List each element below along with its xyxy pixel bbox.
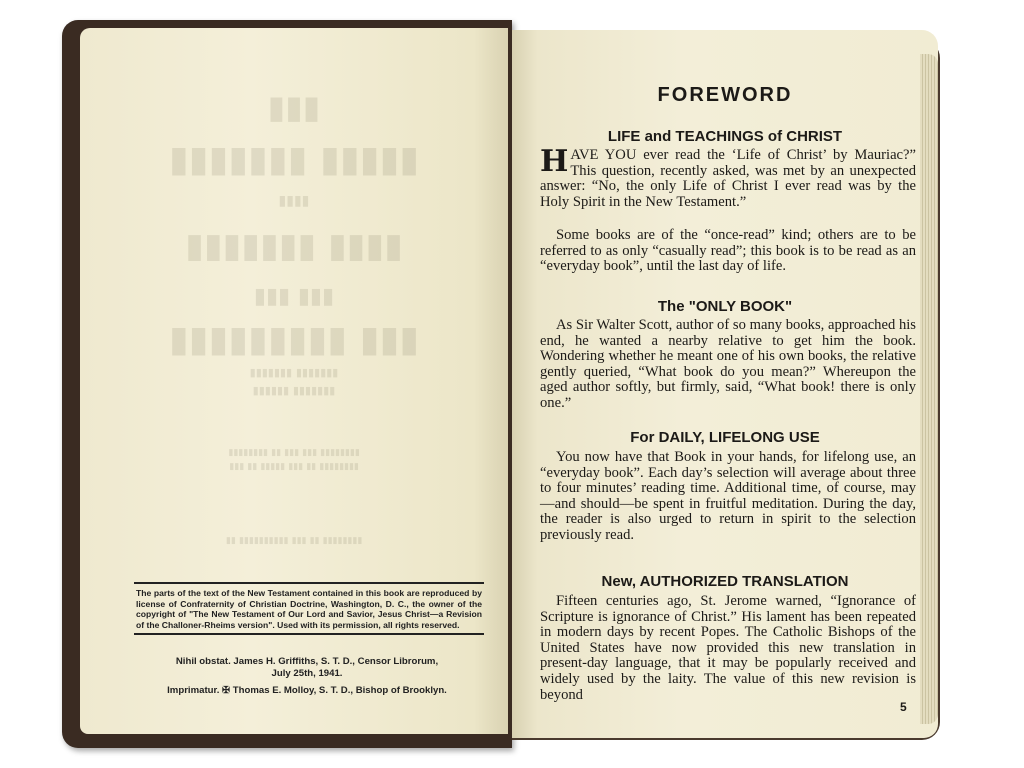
bleed-through-text: ▮▮▮ ▮▮▮▮▮▮▮▮▮: [168, 318, 420, 360]
bleed-through-text: ▮▮▮ ▮▮▮: [253, 283, 335, 309]
bleed-through-text: ▮▮▮▮▮▮▮▮ ▮▮ ▮▮▮ ▮▮▮▮▮▮▮▮▮▮ ▮▮: [225, 536, 363, 546]
left-page: [80, 28, 508, 734]
section-heading-translation: New, AUTHORIZED TRANSLATION: [601, 573, 849, 590]
section-heading-life-teachings: LIFE and TEACHINGS of CHRIST: [607, 128, 843, 145]
paragraph-walter-scott: As Sir Walter Scott, author of so many books, approached his end, he wanted a nearby relative to get him the book. Wondering whether he meant one of his own books, the relative gently queried, “What book do you mean?” Whereupon the aged author softly, but firmly, said, “What book! there is only one.”: [540, 317, 916, 411]
paragraph-text: AVE YOU ever read the ‘Life of Christ’ by Mauriac?” This question, recently asked, was met by an unexpected answer: “No, the only Life of Christ I ever read was by the Holy Spirit in the New Testament.”: [540, 147, 916, 210]
bleed-through-text: ▮▮▮▮▮▮▮▮ ▮▮ ▮▮▮ ▮▮▮▮▮ ▮▮ ▮▮▮: [229, 462, 359, 472]
paragraph-daily-use: You now have that Book in your hands, for lifelong use, an “everyday book”. Each day’s selection will average about three to four minutes’ reading time. Additional time, of course, may—and should—be spent in fruitful meditation. During the day, the reader is also urged to return in spirit to the selection previously read.: [540, 449, 916, 543]
bleed-through-text: ▮▮▮▮▮ ▮▮▮▮▮▮▮: [168, 138, 420, 180]
paragraph-life-of-christ: [540, 144, 916, 210]
right-page: [512, 30, 938, 738]
page-edges: [920, 54, 938, 724]
page-number: 5: [900, 700, 907, 714]
paragraph-once-read: Some books are of the “once-read” kind; others are to be referred to as only “casually read”; this book is to be read as an “everyday book”, until the last day of life.: [540, 227, 916, 275]
page-title: FOREWORD: [657, 84, 793, 106]
nihil-obstat-line2: July 25th, 1941.: [271, 668, 343, 679]
bleed-through-text: ▮▮▮▮ ▮▮▮▮▮▮▮: [185, 226, 403, 266]
copyright-notice: The parts of the text of the New Testament contained in this book are reproduced by license of Confraternity of Christian Doctrine, Washington, D. C., the owner of the copyright of "The New Testament of Our Lord and Savior, Jesus Christ—a Revision of the Challoner-Rheims version". Used with its permission, all rights reserved.: [134, 582, 484, 635]
section-heading-daily-use: For DAILY, LIFELONG USE: [630, 429, 820, 446]
paragraph-translation: Fifteen centuries ago, St. Jerome warned, “Ignorance of Scripture is ignorance of Christ.” His lament has been repeated in modern days by recent Popes. The Catholic Bishops of the United States have now provided this new translation in present-day language, that it may be popularly received and widely used by the laity. The value of this new revision is beyond: [540, 593, 916, 703]
bleed-through-text: ▮▮▮▮▮▮▮▮ ▮▮▮ ▮▮▮ ▮▮ ▮▮▮▮▮▮▮▮: [228, 448, 360, 458]
bleed-through-text: ▮▮▮▮▮▮▮ ▮▮▮▮▮▮: [252, 384, 336, 397]
imprimatur: Imprimatur. ✠ Thomas E. Molloy, S. T. D., Bishop of Brooklyn.: [167, 685, 447, 696]
section-heading-only-book: The "ONLY BOOK": [657, 298, 793, 315]
bleed-through-text: ▮▮▮: [267, 88, 321, 126]
nihil-obstat: [134, 656, 480, 680]
drop-cap: H: [540, 144, 569, 179]
nihil-obstat-line1: Nihil obstat. James H. Griffiths, S. T. D., Censor Librorum,: [175, 656, 439, 667]
bleed-through-text: ▮▮▮▮▮▮▮ ▮▮▮▮▮▮▮: [249, 366, 339, 379]
bleed-through-text: ▮▮▮▮: [278, 193, 310, 209]
